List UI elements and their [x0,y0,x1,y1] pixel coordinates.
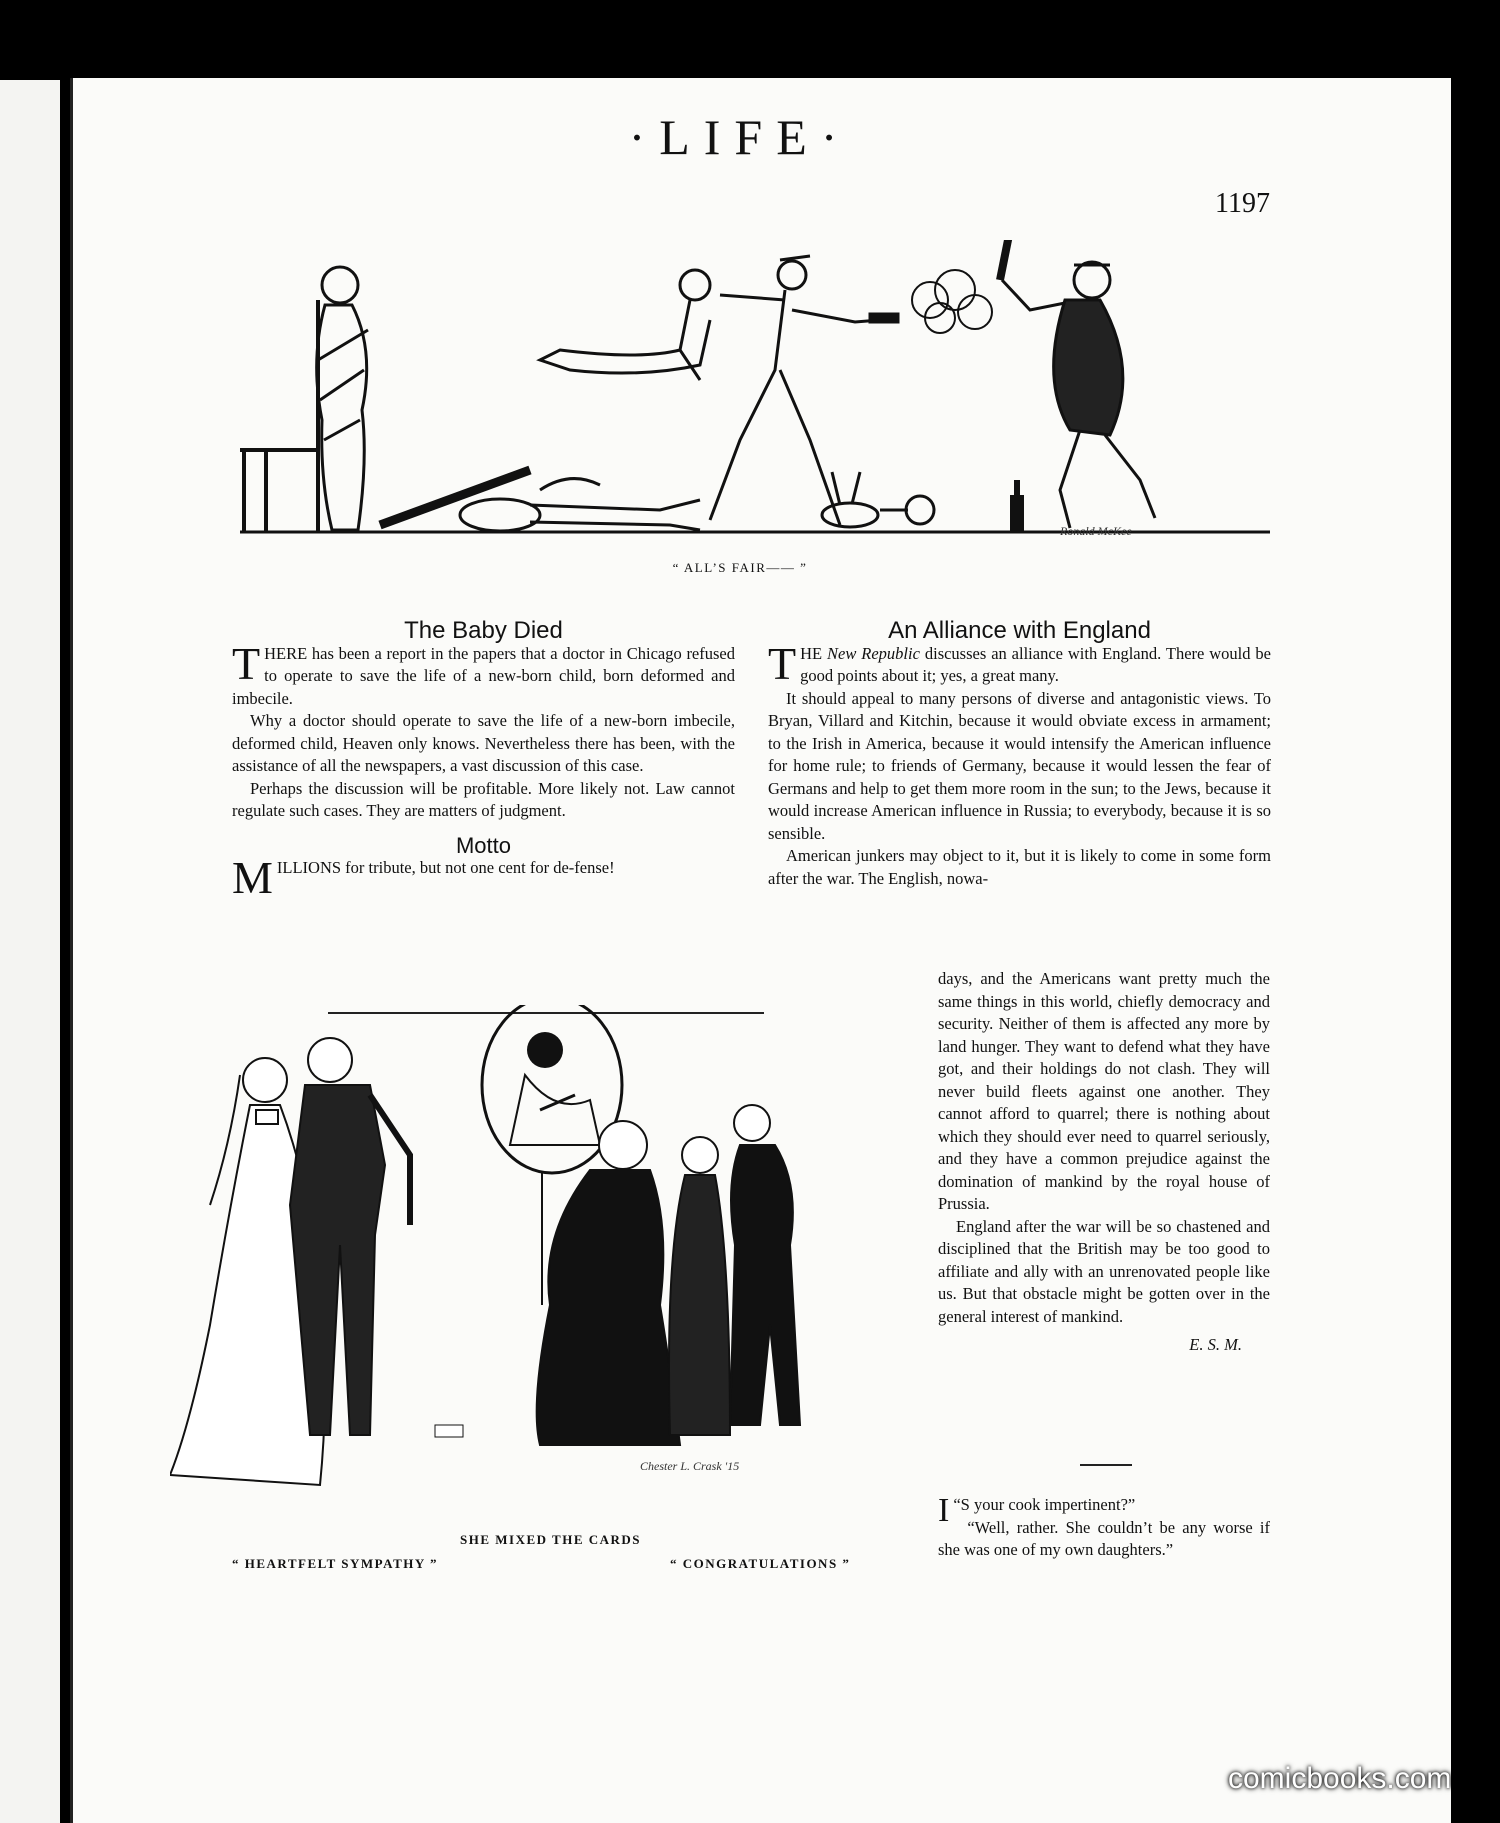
top-cartoon-caption: “ ALL’S FAIR—— ” [672,560,808,575]
article-title-baby-died: The Baby Died [404,617,563,644]
young-man-figure [730,1105,800,1425]
watermark: comicbooks.com [1228,1762,1452,1795]
cook-joke-line-1: “ I S your cook impertinent?” [938,1492,1136,1529]
daughter-figure [669,1137,730,1435]
alliance-paragraph-1: THE New Republic discusses an alliance with England. There would be good points about it; yes, a great many. [768,637,1272,689]
right-column [768,617,1272,890]
flying-woman-figure [540,270,710,380]
publication-name: New Republic [827,643,920,663]
left-cartoon-caption: “ HEARTFELT SYMPATHY ” [232,1556,439,1571]
shooting-man-figure [710,256,898,525]
author-signature: E. S. M. [1189,1335,1242,1354]
bottle-figure [1010,480,1024,531]
baby-died-paragraph-1: THERE has been a report in the papers that a doctor in Chicago refused to operate to save the life of a new-born child, born deformed and imbecile. [232,637,735,708]
alliance-paragraph-2: It should appeal to many persons of diverse and antagonistic views. To Bryan, Villard and Kitchin, because it would obviate excess in armament; to the Irish in America, because it would intensify the American influence for home rule; to friends of Germany, because it would lessen the fear of Germans and help to get them more room in the sun; to the Jews, because it would increase American influence in Russia; to everybody, because it is so sensible. [768,688,1271,843]
gunsmoke [912,270,992,333]
alliance-narrow-column [938,968,1270,1357]
bound-woman-figure [317,267,368,530]
motto-dropcap: M [232,852,273,903]
article-title-motto: Motto [455,832,512,858]
playing-card [435,1425,463,1437]
alliance-paragraph-4: England after the war will be so chastened and disciplined that the British may be too good to affiliate and ally with an unrenovated people like us. But that obstacle might be gotten over in the general interest of mankind. [938,1216,1270,1326]
bottom-cartoon-signature: Chester L. Crask '15 [640,1459,740,1473]
baby-died-paragraph-2: Why a doctor should operate to save the life of a new-born imbecile, deformed child, Heaven only knows. Nevertheless there has been, with the assistance of all the newspapers, a vast discussion of this case. [232,711,735,775]
left-column [232,617,735,903]
lying-man-figure [380,470,700,531]
bottom-cartoon-title: SHE MIXED THE CARDS [460,1532,642,1547]
bottom-cartoon-illustration [170,1005,900,1495]
right-cartoon-caption: “ CONGRATULATIONS ” [670,1556,851,1571]
cook-joke-line-2: “Well, rather. She couldn’t be any worse if she was one of my own daughters.” [938,1517,1270,1559]
groom-figure [290,1038,410,1435]
motto-text: MILLIONS for tribute, but not one cent for de-fense! [232,852,615,903]
chair-figure [240,300,318,532]
top-cartoon-signature: Ronald McKee [1060,524,1132,538]
top-cartoon-illustration [240,240,1280,540]
baby-died-paragraph-3: Perhaps the discussion will be profitable. More likely not. Law cannot regulate such cases. They are matters of judgment. [232,778,735,820]
article-title-alliance: An Alliance with England [888,617,1151,644]
mother-figure [537,1121,680,1445]
masthead: ·LIFE· [628,109,852,165]
alliance-paragraph-3: American junkers may object to it, but it is likely to come in some form after the war. The English, nowa- [768,846,1271,888]
facing-page-edge [0,80,60,1823]
alliance-paragraph-3-continued: days, and the Americans want pretty much the same things in this world, chiefly democracy and security. Neither of them is affected any more by land hunger. They want to defend what they have got, and their holdings do not clash. They will never build fleets against one another. They cannot afford to quarrel; there is nothing about which they should ever need to quarrel seriously, and they have a common prejudice against the domination of mankind by the royal house of Prussia. [938,969,1270,1213]
page-number: 1197 [1215,188,1270,219]
policeman-figure [1000,240,1155,528]
baby-died-dropcap: T [232,637,261,689]
section-divider [1080,1464,1132,1466]
alliance-dropcap: T [768,637,797,689]
cook-joke [938,1494,1270,1562]
cook-joke-dropcap: I [938,1492,950,1529]
